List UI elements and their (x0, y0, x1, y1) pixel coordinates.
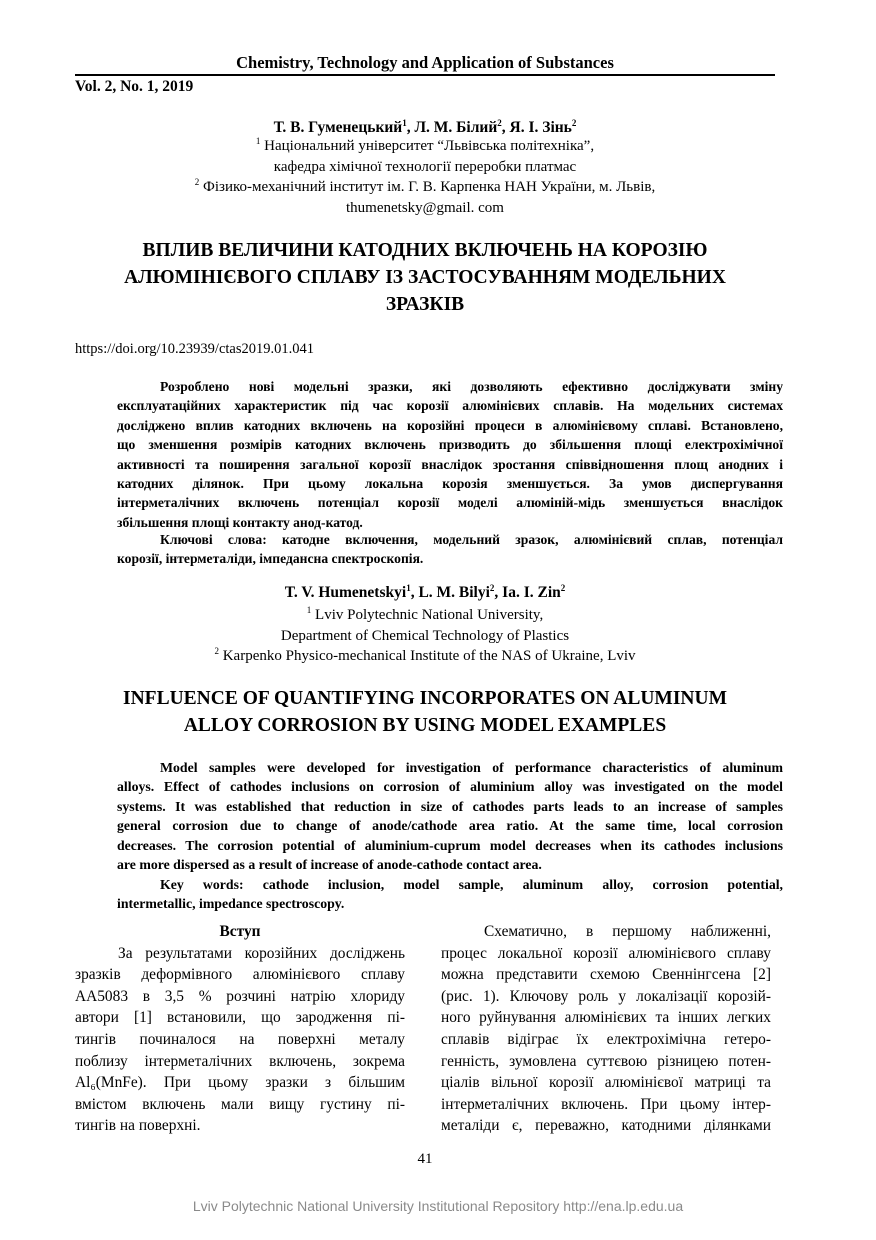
ua-title (0, 237, 850, 318)
title-line: ЗРАЗКІВ (385, 294, 465, 315)
ua-keywords (117, 530, 783, 569)
volume-info: Vol. 2, No. 1, 2019 (75, 78, 194, 95)
affiliation-line (0, 198, 850, 219)
affil-mark: 2 (571, 117, 577, 128)
text-line: зразків деформівного алюмінієвого сплаву (75, 966, 405, 984)
text-line: корозії, інтерметаліди, імпедансна спектроскопія. (117, 551, 424, 567)
text-line: сплавів відіграє їх електрохімічна гетеро- (441, 1030, 771, 1048)
text-line: автори [1] встановили, що зародження пі- (75, 1009, 405, 1027)
affiliation-line (0, 605, 850, 626)
text-line: decreases. The corrosion potential of aluminium-cuprum model decreases when its cathodes inclusions (117, 837, 783, 853)
author-name: T. V. Humenetskyi (284, 584, 407, 601)
text-line: alloys. Effect of cathodes inclusions on corrosion of aluminium alloy was investigated on the model (117, 779, 783, 795)
author-name: Т. В. Гуменецький (273, 119, 403, 136)
text-line: Ключові слова: катодне включення, модельний зразок, алюмінієвий сплав, потенціал (160, 532, 783, 547)
en-keywords (117, 875, 783, 914)
affil-mark: 2 (497, 117, 502, 128)
en-abstract (117, 758, 783, 874)
en-title (0, 685, 850, 739)
text-line: металіди є, переважно, катодними ділянками (441, 1117, 771, 1135)
text-line: збільшення площі контакту анод-катод. (117, 514, 363, 530)
right-column (441, 921, 771, 1137)
doi-link[interactable]: https://doi.org/10.23939/ctas2019.01.041 (75, 341, 314, 357)
header-rule (75, 74, 775, 76)
text-line: За результатами корозійних досліджень (118, 944, 405, 962)
title-line: INFLUENCE OF QUANTIFYING INCORPORATES ON ALUMINUM (123, 688, 727, 709)
affiliation-text: кафедра хімічної технології переробки платмас (273, 158, 577, 175)
affiliation-line (0, 136, 850, 157)
text-line: активності та поширення загальної корозії внаслідок зростання співвідношення площ анодних і (117, 456, 783, 472)
text-line: вмістом включень мали вищу густину пі- (75, 1095, 405, 1113)
ua-abstract (117, 377, 783, 532)
text-line: (рис. 1). Ключову роль у локалізації корозій- (441, 987, 771, 1005)
affil-mark: 1 (306, 605, 312, 615)
affiliation-text: thumenetsky@gmail. com (346, 199, 504, 216)
author-name: , L. M. Bilyi (410, 584, 490, 601)
text-line: експлуатаційних характеристик під час корозії алюмінієвих сплавів. На модельних системах (117, 398, 783, 414)
text-line: що зменшення розмірів катодних включень призводить до збільшення площі електрохімічної (117, 437, 783, 453)
affiliation-line (0, 626, 850, 647)
text-line: можна представити схемою Свеннінгсена [2] (441, 966, 771, 984)
affil-mark: 2 (194, 177, 200, 187)
text-line: Розроблено нові модельні зразки, які дозволяють ефективно досліджувати зміну (160, 379, 783, 394)
affiliation-text: Lviv Polytechnic National University, (311, 607, 544, 623)
intro-paragraph (75, 943, 405, 1137)
text-line: intermetallic, impedance spectroscopy. (117, 896, 345, 912)
text-line: general corrosion due to change of anode/cathode area ratio. At the same time, local corrosion (117, 818, 783, 834)
text-line: катодних ділянок. При цьому локальна корозія зменшується. За умов диспергування (117, 476, 783, 492)
text-line: Model samples were developed for investigation of performance characteristics of aluminum (160, 760, 783, 775)
affil-mark: 1 (402, 117, 407, 128)
text-line: systems. It was established that reduction in size of cathodes parts leads to an increase of samples (117, 798, 783, 814)
ua-authors (0, 119, 850, 137)
text-line: АА5083 в 3,5 % розчині натрію хлориду (75, 987, 405, 1005)
author-name: , Ia. I. Zin (494, 584, 561, 601)
affiliation-line (0, 646, 850, 667)
text-line: процес локальної корозії алюмінієвого сплаву (441, 944, 771, 962)
title-line: ВПЛИВ ВЕЛИЧИНИ КАТОДНИХ ВКЛЮЧЕНЬ НА КОРОЗІЮ (142, 240, 708, 261)
en-affiliations (0, 605, 850, 667)
affiliation-text: Department of Chemical Technology of Plastics (280, 627, 570, 644)
text-line: інтерметалічних включень. При цьому інтер- (441, 1095, 771, 1113)
text-line: поблизу інтерметалічних включень, зокрема (75, 1052, 405, 1070)
journal-title: Chemistry, Technology and Application of Substances (236, 53, 614, 72)
author-name: , Я. І. Зінь (501, 119, 572, 136)
text-line: Схематично, в першому наближенні, (484, 923, 771, 940)
title-line: АЛЮМІНІЄВОГО СПЛАВУ ІЗ ЗАСТОСУВАННЯМ МОДЕЛЬНИХ (124, 267, 726, 288)
page-number: 41 (417, 1151, 433, 1167)
affil-mark: 1 (406, 582, 411, 593)
affiliation-text: Karpenko Physico-mechanical Institute of the NAS of Ukraine, Lviv (218, 648, 636, 664)
affiliation-line (0, 157, 850, 178)
en-authors (0, 584, 850, 602)
affil-mark: 1 (255, 136, 261, 146)
text-line: інтерметалічних включень потенціал корозії моделі алюміній-мідь зменшується внаслідок (117, 495, 783, 511)
ua-affiliations (0, 136, 850, 218)
author-name: , Л. М. Білий (406, 119, 498, 136)
affil-mark: 2 (214, 646, 219, 656)
affiliation-line (0, 177, 850, 198)
text-line: генність, зумовлена суттєвою різницею потен- (441, 1052, 771, 1070)
affiliation-text: Національний університет “Львівська політехніка”, (260, 138, 595, 154)
affiliation-text: Фізико-механічний інститут ім. Г. В. Карпенка НАН України, м. Львів, (199, 179, 656, 195)
text-line: Key words: cathode inclusion, model sample, aluminum alloy, corrosion potential, (160, 877, 783, 892)
text-line: Al₆(MnFe). При цьому зразки з більшим (75, 1074, 405, 1092)
left-column (75, 921, 405, 1137)
affil-mark: 2 (489, 582, 495, 593)
text-line: are more dispersed as a result of increase of anode-cathode contact area. (117, 857, 542, 873)
text-line: досліджено вплив катодних включень на корозійні процеси в алюмінієвому сплаві. Встановлено, (117, 417, 783, 433)
title-line: ALLOY CORROSION BY USING MODEL EXAMPLES (183, 715, 667, 736)
text-line: ціалів вільної корозії алюмінієвої матриці та (441, 1074, 771, 1092)
text-line: тингів на поверхні. (75, 1117, 201, 1135)
section-heading-intro: Вступ (219, 923, 261, 940)
text-line: ного руйнування алюмінієвих та інших легких (441, 1009, 771, 1027)
affil-mark: 2 (560, 582, 566, 593)
text-line: тингів починалося на поверхні металу (75, 1030, 405, 1048)
repository-footer: Lviv Polytechnic National University Institutional Repository http://ena.lp.edu.ua (192, 1198, 684, 1214)
